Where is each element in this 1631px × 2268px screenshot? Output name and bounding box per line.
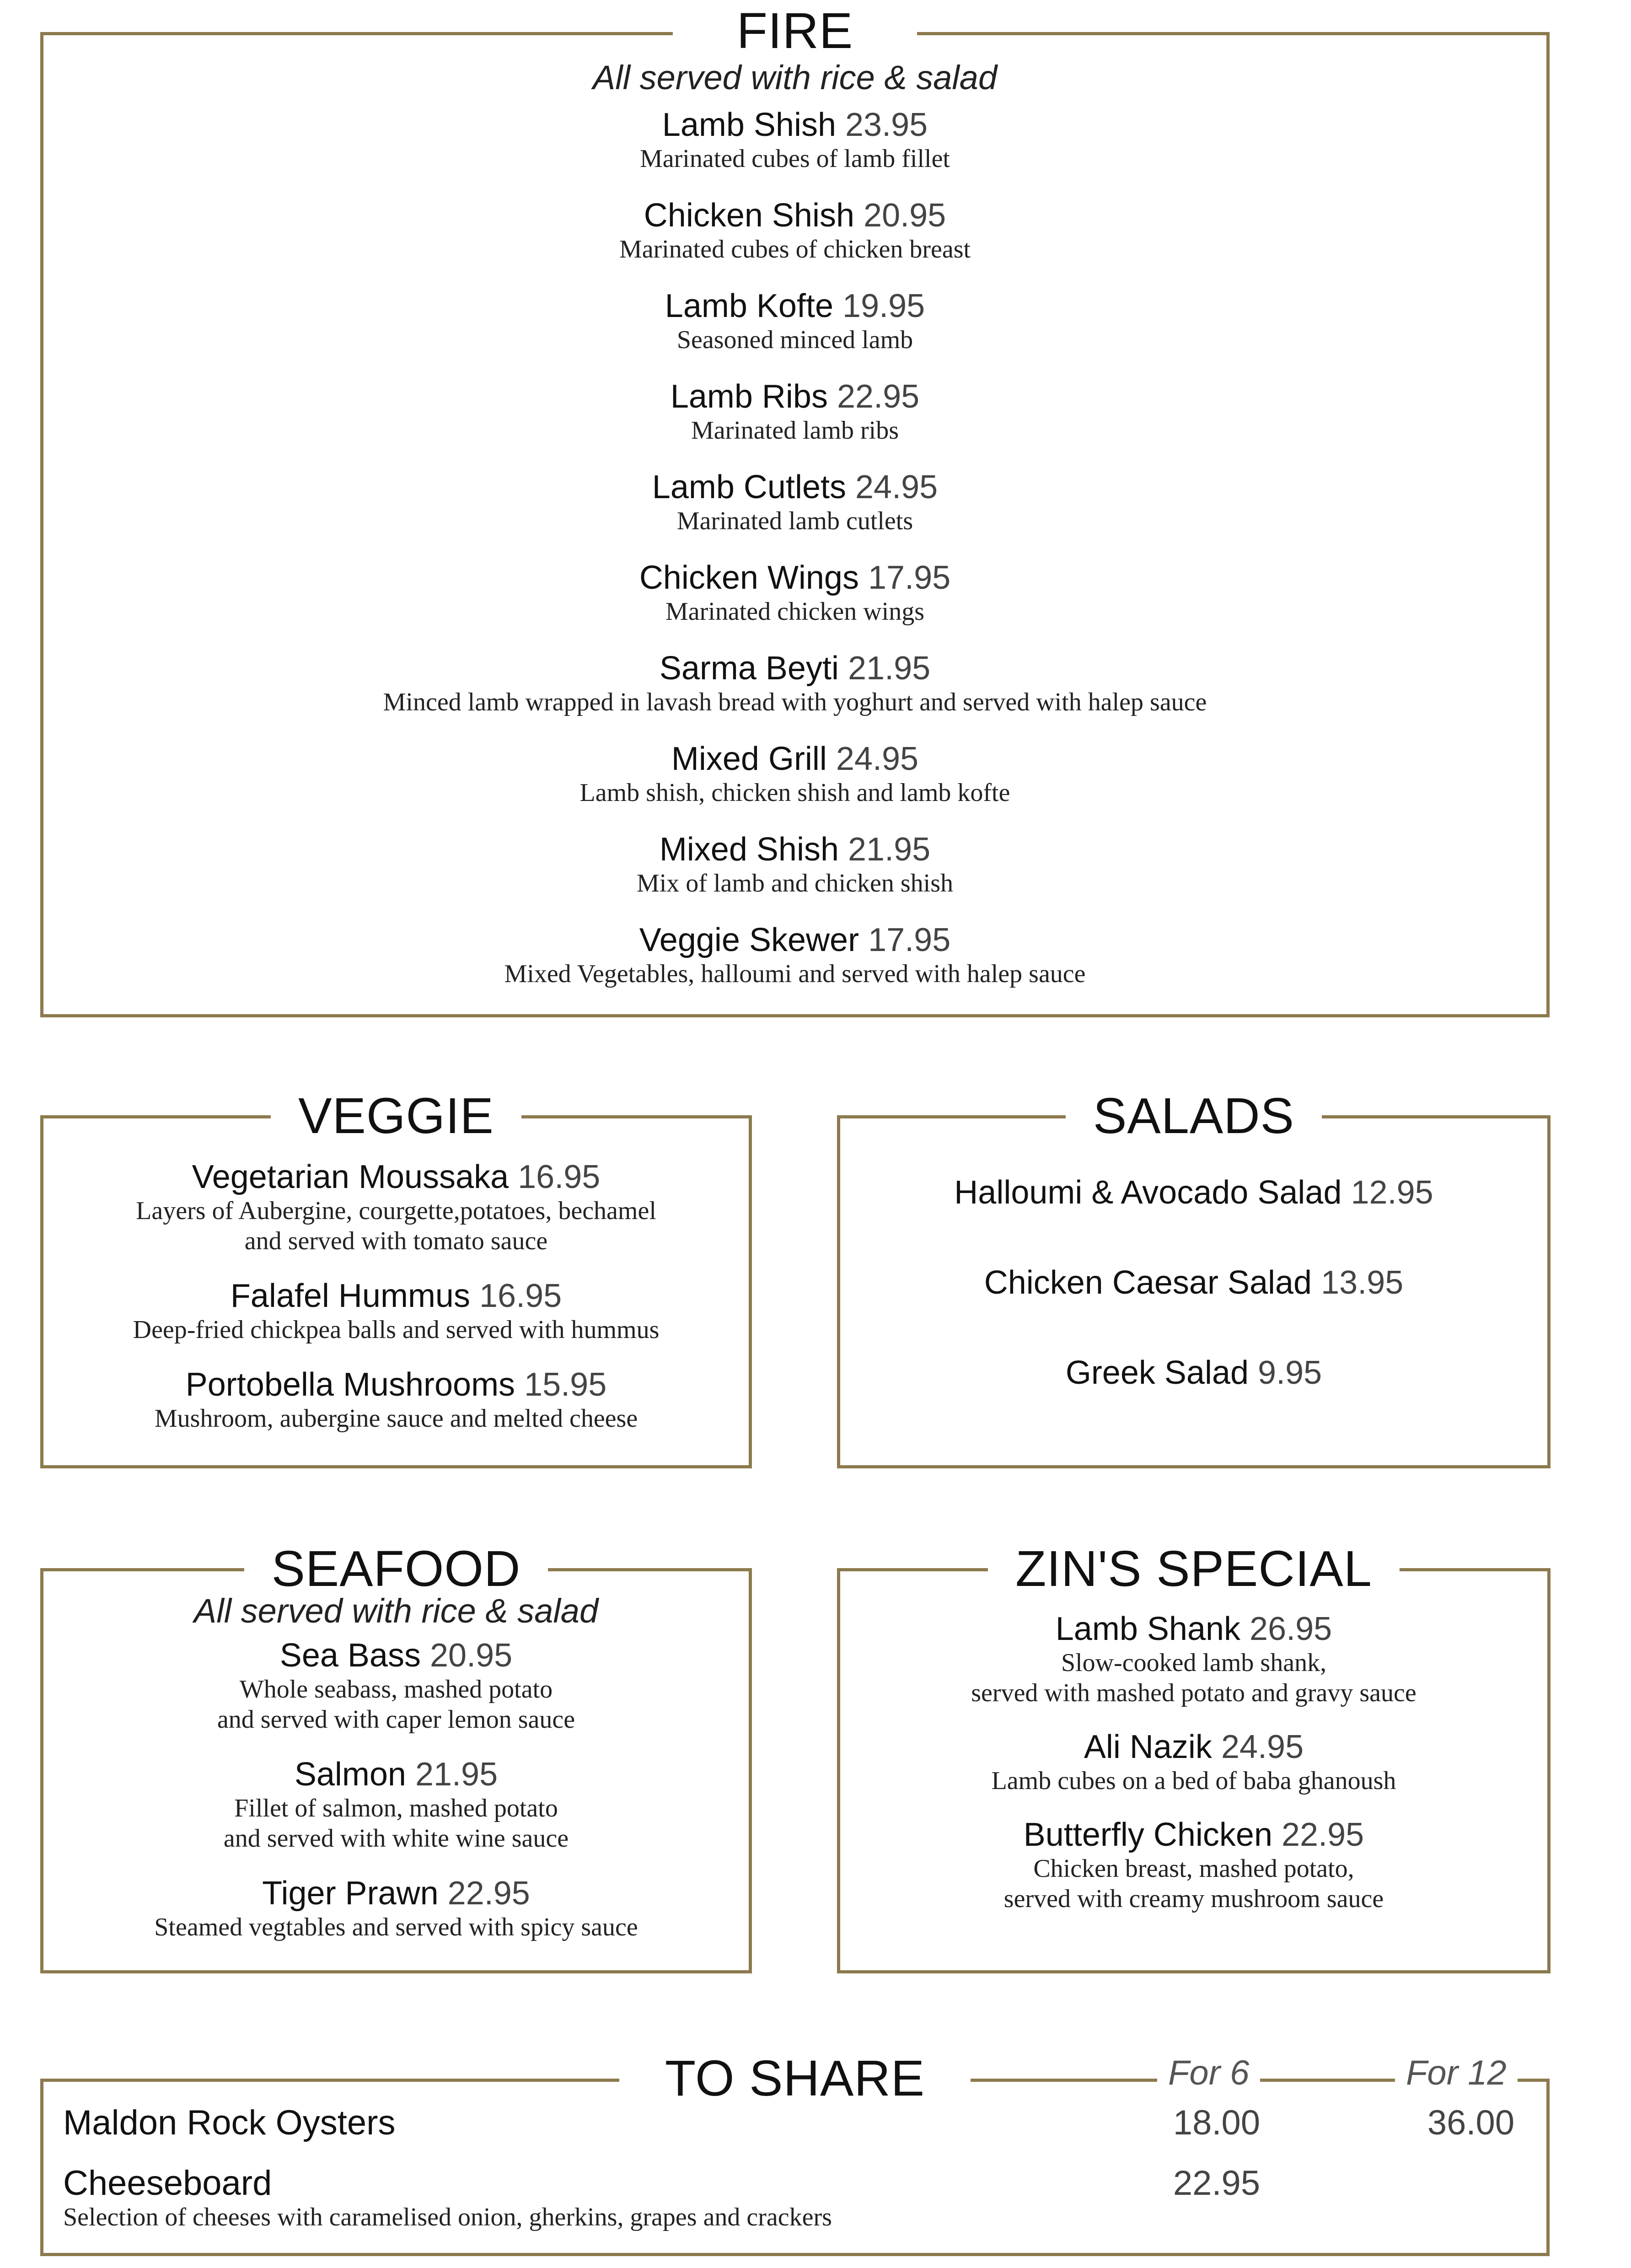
menu-item: Chicken Wings 17.95 Marinated chicken wings xyxy=(40,559,1550,650)
share-item-name: Cheeseboard xyxy=(63,2164,272,2203)
item-price: 19.95 xyxy=(842,288,925,324)
item-description: Marinated lamb cutlets xyxy=(676,507,913,535)
item-price: 24.95 xyxy=(855,469,938,505)
item-description: Fillet of salmon, mashed potato xyxy=(234,1794,558,1822)
item-price: 20.95 xyxy=(864,197,946,234)
share-price-for-6: 18.00 xyxy=(1173,2103,1261,2142)
to-share-title: TO SHARE xyxy=(619,2051,971,2106)
menu-item: Lamb Ribs 22.95 Marinated lamb ribs xyxy=(40,378,1550,468)
item-description: Chicken breast, mashed potato, xyxy=(1033,1854,1354,1883)
menu-item: Greek Salad 9.95 xyxy=(1065,1354,1322,1391)
item-price: 24.95 xyxy=(1221,1729,1304,1765)
menu-item: Mixed Grill 24.95 Lamb shish, chicken shish and lamb kofte xyxy=(40,740,1550,831)
salads-items xyxy=(837,1174,1551,1444)
item-price: 26.95 xyxy=(1250,1611,1332,1647)
item-description: Mushroom, aubergine sauce and melted cheese xyxy=(154,1404,638,1433)
item-price: 16.95 xyxy=(518,1159,601,1195)
item-description: and served with tomato sauce xyxy=(244,1227,548,1255)
item-price: 22.95 xyxy=(837,378,920,415)
veggie-title: VEGGIE xyxy=(271,1089,521,1144)
item-price: 21.95 xyxy=(848,650,931,687)
seafood-items xyxy=(40,1637,752,1963)
zins-special-title: ZIN'S SPECIAL xyxy=(988,1542,1400,1596)
item-price: 12.95 xyxy=(1351,1174,1433,1211)
item-description: Lamb cubes on a bed of baba ghanoush xyxy=(991,1767,1396,1795)
menu-item: Chicken Caesar Salad 13.95 xyxy=(984,1264,1404,1301)
item-price: 20.95 xyxy=(430,1637,513,1674)
item-description: Whole seabass, mashed potato xyxy=(239,1675,553,1704)
item-description: Minced lamb wrapped in lavash bread with yoghurt and served with halep sauce xyxy=(383,688,1207,716)
item-price: 9.95 xyxy=(1258,1354,1322,1391)
item-price: 13.95 xyxy=(1321,1264,1404,1301)
salads-title: SALADS xyxy=(1066,1089,1322,1144)
item-price: 16.95 xyxy=(479,1278,562,1314)
item-price: 21.95 xyxy=(848,831,931,868)
menu-item: Portobella Mushrooms 15.95 Mushroom, aubergine sauce and melted cheese xyxy=(40,1366,752,1434)
item-description: Marinated chicken wings xyxy=(665,597,925,626)
menu-item: Sarma Beyti 21.95 Minced lamb wrapped in lavash bread with yoghurt and served with halep sauce xyxy=(40,650,1550,740)
seafood-subtitle: All served with rice & salad xyxy=(193,1592,599,1630)
item-price: 23.95 xyxy=(845,107,928,143)
item-description: Seasoned minced lamb xyxy=(676,326,913,354)
item-description: Steamed vegtables and served with spicy sauce xyxy=(154,1913,638,1941)
item-description: Lamb shish, chicken shish and lamb kofte xyxy=(579,779,1010,807)
item-description: and served with white wine sauce xyxy=(223,1824,569,1853)
menu-item: Halloumi & Avocado Salad 12.95 xyxy=(954,1174,1433,1211)
item-description: and served with caper lemon sauce xyxy=(217,1705,575,1734)
fire-items xyxy=(40,106,1550,1012)
menu-item: Mixed Shish 21.95 Mix of lamb and chicken shish xyxy=(40,831,1550,921)
share-item-name: Maldon Rock Oysters xyxy=(63,2103,396,2142)
menu-item: Salmon 21.95 Fillet of salmon, mashed potato and served with white wine sauce xyxy=(40,1756,752,1854)
veggie-items xyxy=(40,1158,752,1455)
item-description: Marinated cubes of lamb fillet xyxy=(640,145,950,173)
share-price-for-6: 22.95 xyxy=(1173,2164,1261,2203)
menu-item: Tiger Prawn 22.95 Steamed vegtables and served with spicy sauce xyxy=(40,1875,752,1942)
menu-item: Sea Bass 20.95 Whole seabass, mashed potato and served with caper lemon sauce xyxy=(40,1637,752,1735)
share-price-for-12: 36.00 xyxy=(1427,2103,1515,2142)
fire-title: FIRE xyxy=(673,4,917,59)
menu-item: Lamb Shish 23.95 Marinated cubes of lamb fillet xyxy=(40,106,1550,197)
item-price: 17.95 xyxy=(868,922,951,958)
item-price: 21.95 xyxy=(415,1756,498,1793)
menu-item: Veggie Skewer 17.95 Mixed Vegetables, halloumi and served with halep sauce xyxy=(40,921,1550,1012)
menu-item: Lamb Cutlets 24.95 Marinated lamb cutlets xyxy=(40,468,1550,559)
item-description: served with mashed potato and gravy sauce xyxy=(971,1679,1416,1707)
item-price: 15.95 xyxy=(524,1366,607,1403)
menu-item: Vegetarian Moussaka 16.95 Layers of Aubergine, courgette,potatoes, bechamel and served with tomato sauce xyxy=(40,1158,752,1256)
item-description: Slow-cooked lamb shank, xyxy=(1061,1649,1327,1677)
item-price: 22.95 xyxy=(1282,1817,1364,1853)
share-item-description: Selection of cheeses with caramelised onion, gherkins, grapes and crackers xyxy=(63,2203,832,2231)
item-description: served with creamy mushroom sauce xyxy=(1003,1885,1384,1913)
menu-item: Butterfly Chicken 22.95 Chicken breast, mashed potato, served with creamy mushroom sauce xyxy=(837,1816,1551,1914)
item-description: Marinated lamb ribs xyxy=(691,416,899,445)
zins-special-items xyxy=(837,1610,1551,1934)
seafood-title: SEAFOOD xyxy=(244,1542,548,1596)
menu-item: Lamb Kofte 19.95 Seasoned minced lamb xyxy=(40,287,1550,378)
menu-item: Ali Nazik 24.95 Lamb cubes on a bed of baba ghanoush xyxy=(837,1728,1551,1796)
item-description: Deep-fried chickpea balls and served with hummus xyxy=(133,1316,660,1344)
item-description: Marinated cubes of chicken breast xyxy=(619,235,971,263)
item-price: 22.95 xyxy=(447,1875,530,1912)
for-12-header: For 12 xyxy=(1395,2054,1518,2092)
item-price: 24.95 xyxy=(836,741,919,777)
item-description: Mixed Vegetables, halloumi and served with halep sauce xyxy=(504,960,1086,988)
menu-item: Chicken Shish 20.95 Marinated cubes of chicken breast xyxy=(40,197,1550,287)
item-price: 17.95 xyxy=(868,559,951,596)
fire-subtitle: All served with rice & salad xyxy=(592,59,998,97)
for-6-header: For 6 xyxy=(1157,2054,1260,2092)
menu-item: Falafel Hummus 16.95 Deep-fried chickpea balls and served with hummus xyxy=(40,1277,752,1345)
item-description: Layers of Aubergine, courgette,potatoes, bechamel xyxy=(136,1197,656,1225)
item-description: Mix of lamb and chicken shish xyxy=(636,869,954,898)
menu-item: Lamb Shank 26.95 Slow-cooked lamb shank, served with mashed potato and gravy sauce xyxy=(837,1610,1551,1708)
